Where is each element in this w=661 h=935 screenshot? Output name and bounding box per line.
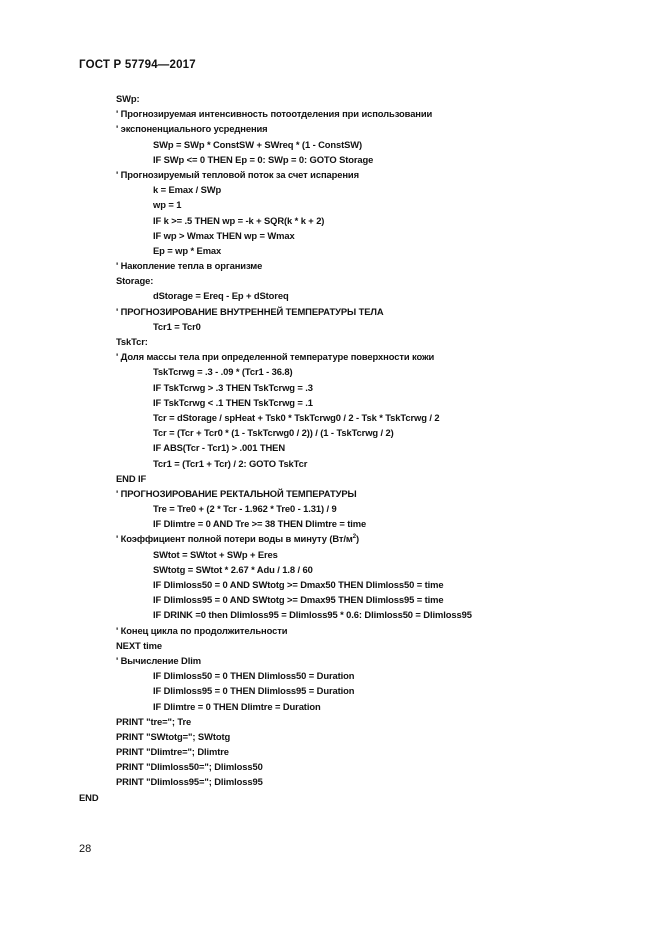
code-line [0, 319, 661, 334]
code-line [0, 577, 661, 592]
code-line [0, 167, 661, 182]
code-line-text: IF Dlimtre = 0 THEN Dlimtre = Duration [153, 700, 321, 712]
code-line-text: Tre = Tre0 + (2 * Tcr - 1.962 * Tre0 - 1.31) / 9 [153, 503, 337, 515]
code-line-text: TskTcr: [116, 336, 148, 347]
code-line [0, 562, 661, 577]
code-line-text: PRINT "tre="; Tre [116, 715, 192, 727]
code-line [0, 152, 661, 167]
code-line-text: Tcr = (Tcr + Tcr0 * (1 - TskTcrwg0 / 2)) / (1 - TskTcrwg / 2) [153, 427, 394, 439]
code-line [0, 137, 661, 152]
code-line-text: ' ПРОГНОЗИРОВАНИЕ ВНУТРЕННЕЙ ТЕМПЕРАТУРЫ ТЕЛА [116, 305, 384, 317]
code-line-text: ' Доля массы тела при определенной температуре поверхности кожи [116, 351, 435, 363]
code-line-text: IF wp > Wmax THEN wp = Wmax [153, 229, 295, 241]
code-line-text: IF DRINK =0 then Dlimloss95 = Dlimloss95 * 0.6: Dlimloss50 = Dlimloss95 [153, 609, 472, 621]
code-line [0, 501, 661, 516]
code-line [0, 729, 661, 744]
code-line [0, 440, 661, 455]
code-line [0, 228, 661, 243]
code-line-text: IF k >= .5 THEN wp = -k + SQR(k * k + 2) [153, 214, 325, 226]
code-line [0, 774, 661, 789]
code-line-text: IF Dlimloss95 = 0 THEN Dlimloss95 = Duration [153, 685, 355, 697]
code-line-text: SWp: [116, 93, 140, 104]
code-line [0, 759, 661, 774]
code-line [0, 380, 661, 395]
code-line-text: Tcr1 = Tcr0 [153, 320, 201, 332]
code-line-text: dStorage = Ereq - Ep + dStoreq [153, 290, 289, 302]
code-line [0, 197, 661, 212]
code-line [0, 410, 661, 425]
code-line [0, 304, 661, 319]
code-line [0, 456, 661, 471]
code-line-text: TskTcrwg = .3 - .09 * (Tcr1 - 36.8) [153, 366, 293, 378]
code-line [0, 744, 661, 759]
code-line [0, 790, 661, 805]
code-line [0, 683, 661, 698]
code-line-text: PRINT "Dlimtre="; Dlimtre [116, 746, 229, 758]
code-line-text: wp = 1 [153, 199, 182, 211]
code-line-text: IF TskTcrwg > .3 THEN TskTcrwg = .3 [153, 381, 313, 393]
code-line [0, 334, 661, 349]
code-line [0, 213, 661, 228]
code-line [0, 592, 661, 607]
code-line-text: SWtot = SWtot + SWp + Eres [153, 548, 278, 560]
code-line [0, 607, 661, 622]
page-number: 28 [79, 843, 92, 855]
code-line-text: Tcr1 = (Tcr1 + Tcr) / 2: GOTO TskTcr [153, 457, 308, 469]
code-line-text: IF Dlimloss95 = 0 AND SWtotg >= Dmax95 THEN Dlimloss95 = time [153, 594, 444, 606]
code-line-text: IF SWp <= 0 THEN Ep = 0: SWp = 0: GOTO Storage [153, 153, 374, 165]
code-line [0, 395, 661, 410]
code-line [0, 243, 661, 258]
code-line [0, 258, 661, 273]
code-line-text: ' Вычисление Dlim [116, 654, 201, 666]
code-line-text: IF TskTcrwg < .1 THEN TskTcrwg = .1 [153, 396, 313, 408]
code-line [0, 623, 661, 638]
code-line-text: ' Коэффициент полной потери воды в минуту (Вт/м [116, 533, 353, 545]
code-line [0, 471, 661, 486]
code-line-superscript: 2 [352, 534, 356, 541]
code-line-text: SWp = SWp * ConstSW + SWreq * (1 - ConstSW) [153, 138, 363, 150]
code-line [0, 121, 661, 136]
code-line-text: ' Прогнозируемая интенсивность потоотделения при использовании [116, 108, 433, 120]
code-line-text: ' Конец цикла по продолжительности [116, 624, 288, 636]
code-line-text: PRINT "Dlimloss95="; Dlimloss95 [116, 776, 263, 788]
document-header: ГОСТ Р 57794—2017 [79, 59, 196, 71]
code-line-text: END IF [116, 472, 147, 484]
code-line-text: IF Dlimloss50 = 0 AND SWtotg >= Dmax50 THEN Dlimloss50 = time [153, 579, 444, 590]
code-line [0, 91, 661, 106]
code-line [0, 425, 661, 440]
code-line-text: Ep = wp * Emax [153, 244, 222, 256]
code-line [0, 531, 661, 546]
code-line-text: IF ABS(Tcr - Tcr1) > .001 THEN [153, 442, 286, 454]
code-line [0, 638, 661, 653]
code-line [0, 653, 661, 668]
code-line [0, 516, 661, 531]
code-line [0, 486, 661, 501]
code-line-text: ' Прогнозируемый тепловой поток за счет испарения [116, 168, 359, 180]
code-line [0, 288, 661, 303]
code-listing [0, 91, 661, 805]
code-line-text: k = Emax / SWp [153, 184, 222, 196]
code-line [0, 714, 661, 729]
code-line [0, 668, 661, 683]
code-line-text: PRINT "SWtotg="; SWtotg [116, 730, 231, 742]
code-line [0, 547, 661, 562]
code-line-text: PRINT "Dlimloss50="; Dlimloss50 [116, 761, 263, 773]
code-line-text: NEXT time [116, 639, 162, 651]
code-line-text: IF Dlimtre = 0 AND Tre >= 38 THEN Dlimtre = time [153, 518, 367, 530]
code-line-text: ' ПРОГНОЗИРОВАНИЕ РЕКТАЛЬНОЙ ТЕМПЕРАТУРЫ [116, 487, 357, 499]
code-line [0, 106, 661, 121]
code-line [0, 182, 661, 197]
code-line-text: END [79, 791, 99, 803]
code-line [0, 364, 661, 379]
code-line-text: ' Накопление тепла в организме [116, 260, 263, 272]
code-line-text: Tcr = dStorage / spHeat + Tsk0 * TskTcrwg0 / 2 - Tsk * TskTcrwg / 2 [153, 411, 440, 423]
code-line-text: ' экспоненциального усреднения [116, 123, 268, 135]
code-line-suffix: ) [355, 533, 360, 545]
code-line-text: IF Dlimloss50 = 0 THEN Dlimloss50 = Duration [153, 670, 355, 682]
code-line-text: SWtotg = SWtot * 2.67 * Adu / 1.8 / 60 [153, 563, 313, 575]
code-line-text: Storage: [116, 275, 154, 287]
code-line [0, 349, 661, 364]
code-line [0, 273, 661, 288]
code-line [0, 699, 661, 714]
